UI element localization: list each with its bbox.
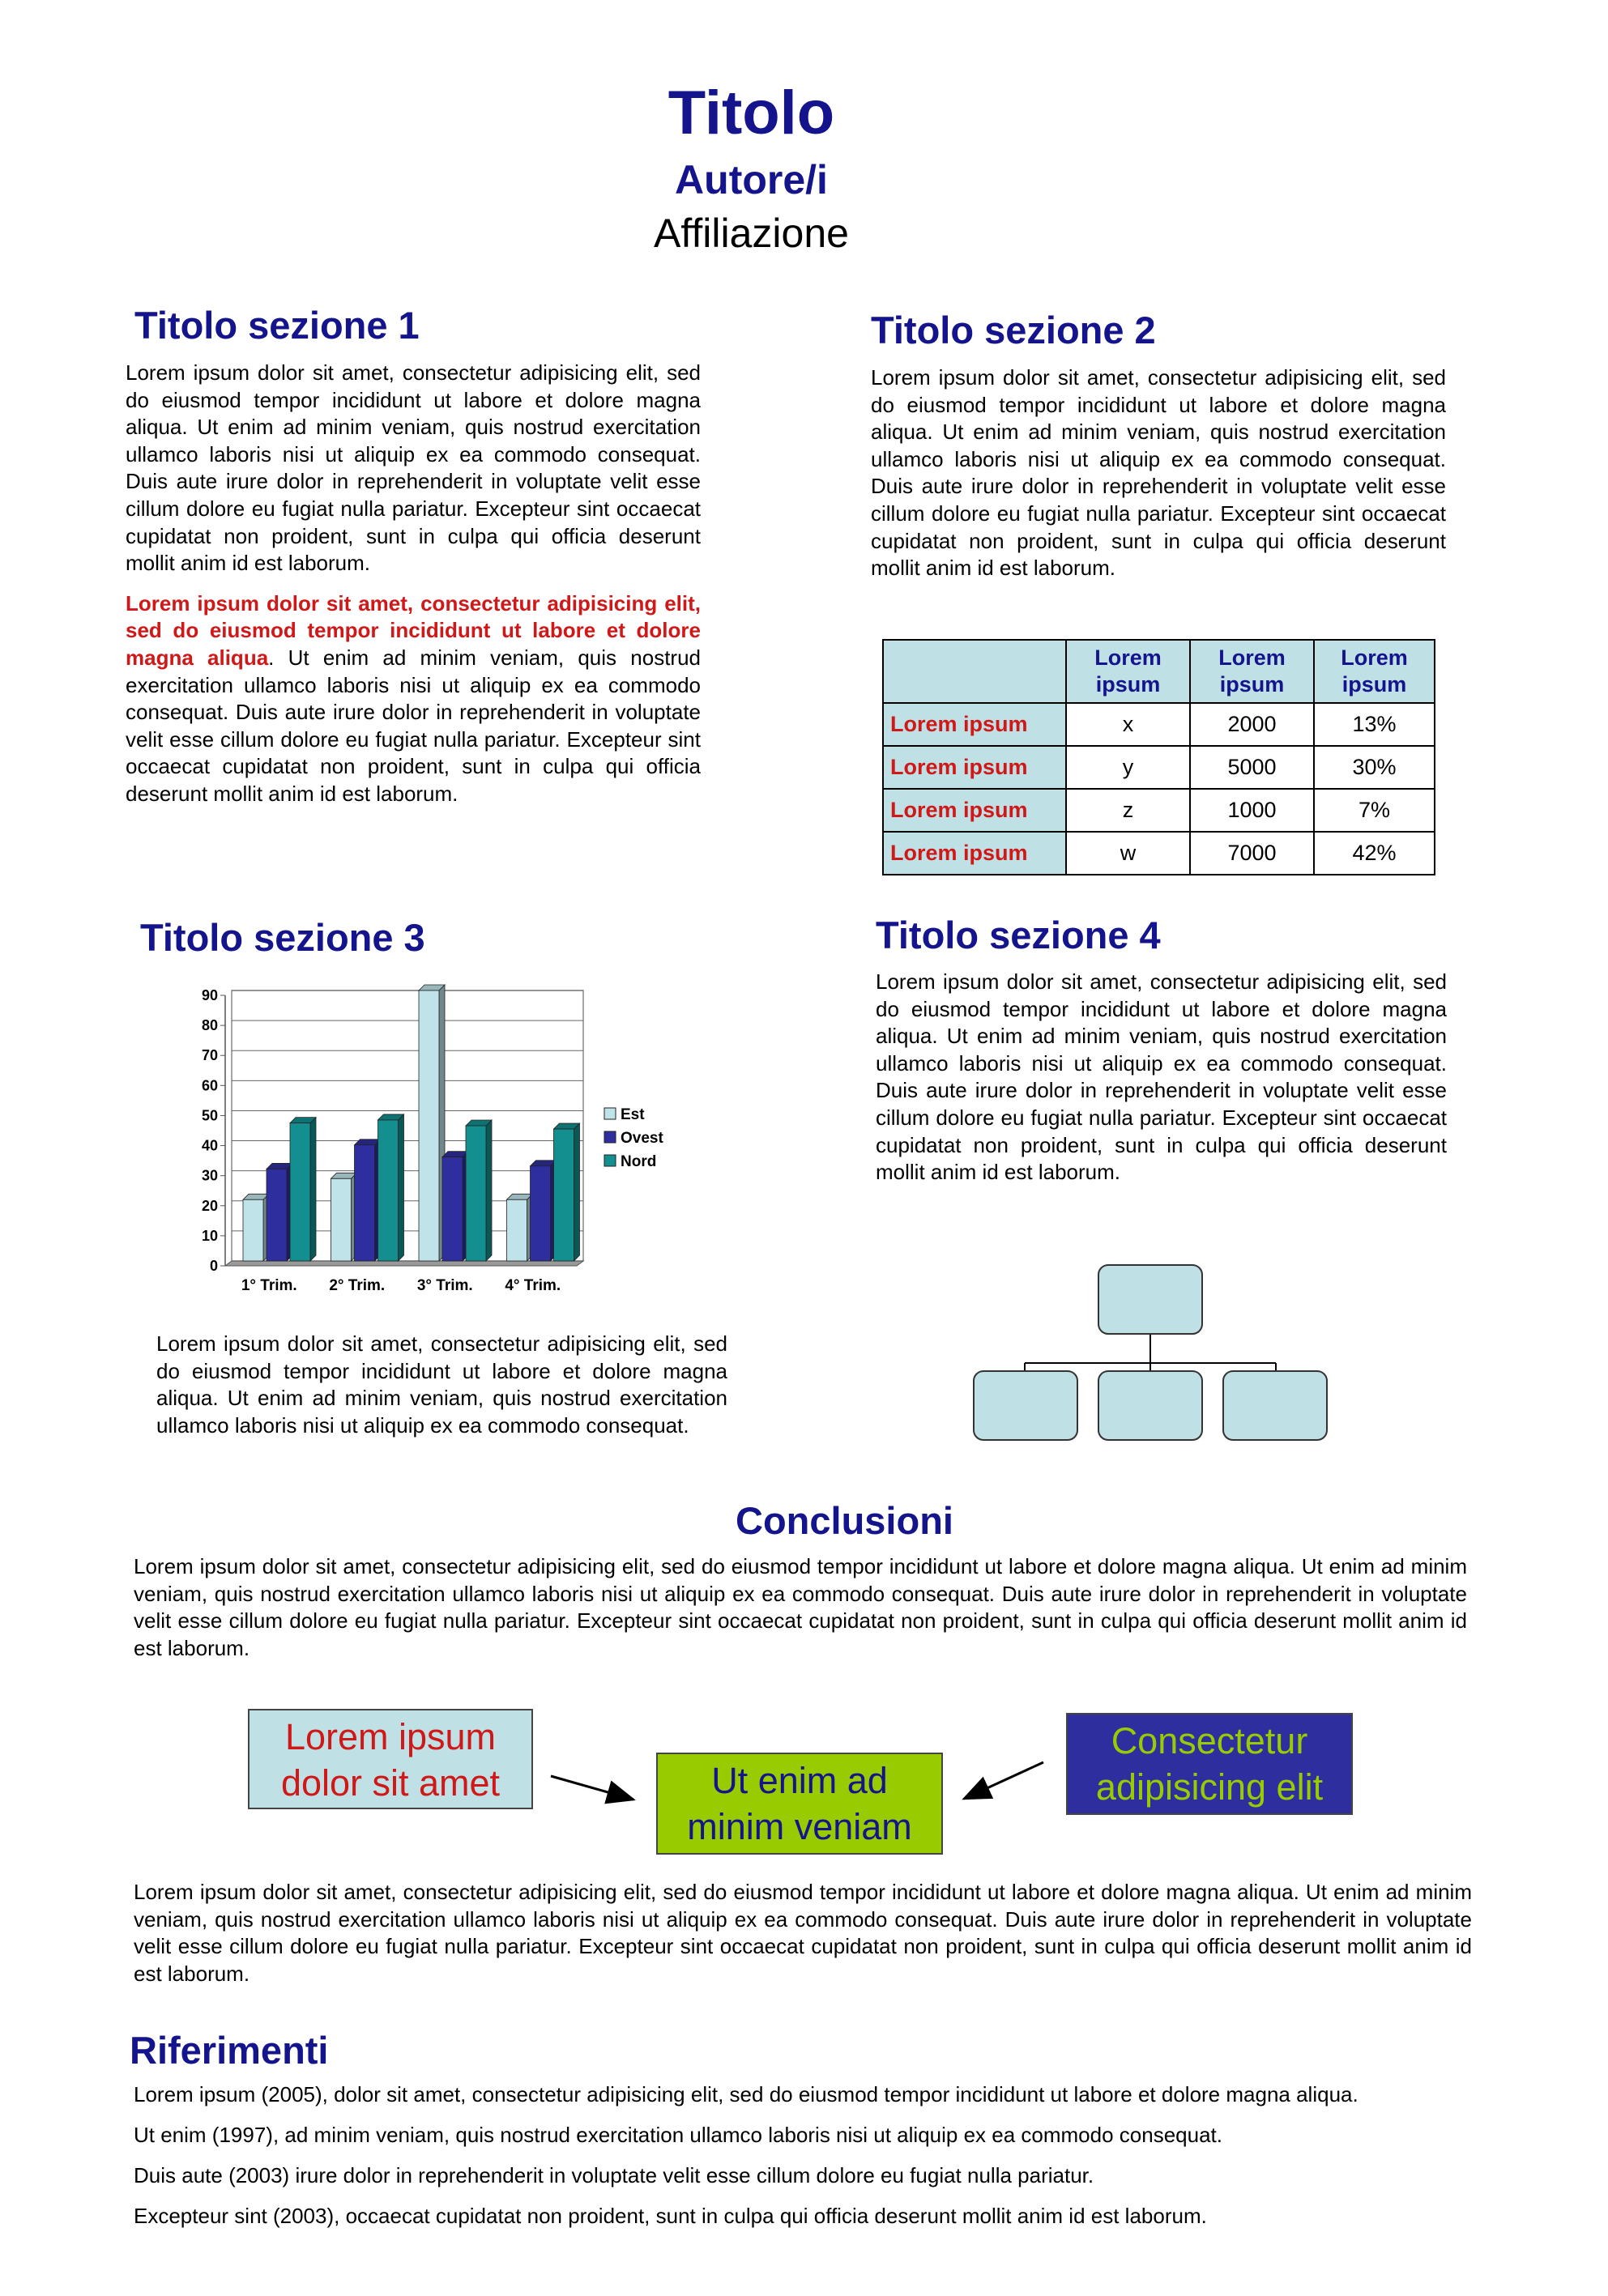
table-cell: 1000 (1190, 789, 1314, 832)
y-tick-label: 30 (201, 1167, 218, 1184)
y-tick-label: 10 (201, 1227, 218, 1244)
chart-x-ticks (241, 1277, 561, 1294)
bar-est-1 (243, 1194, 269, 1261)
conclusions-body-bottom (134, 1879, 1472, 2000)
y-tick-label: 80 (201, 1017, 218, 1034)
reference-item: Ut enim (1997), ad minim veniam, quis nostrud exercitation ullamco laboris nisi ut aliquip ex ea commodo consequat. (134, 2123, 1222, 2147)
section3-title: Titolo sezione 3 (140, 916, 425, 959)
conclusions-title: Conclusioni (736, 1499, 953, 1542)
section3-body (156, 1331, 727, 1452)
org-chart-child-node (1223, 1371, 1327, 1440)
table-cell: 7000 (1190, 832, 1314, 875)
arrow-left-to-center-icon (551, 1776, 633, 1800)
conclusions-body-top (134, 1553, 1467, 1675)
table-cell: 2000 (1190, 703, 1314, 746)
section2-title: Titolo sezione 2 (871, 309, 1156, 351)
y-tick-label: 90 (201, 987, 218, 1003)
flow-box-right-label: Consectetur adipisicing elit (1095, 1720, 1324, 1808)
x-tick-label: 1° Trim. (241, 1277, 297, 1294)
table-row-label: Lorem ipsum (883, 789, 1066, 832)
legend-label: Est (621, 1106, 645, 1123)
table-cell: 5000 (1190, 746, 1314, 789)
section2-table-wrapper (882, 639, 1435, 875)
legend-swatch (604, 1155, 616, 1166)
section1-highlight: Lorem ipsum dolor sit amet, consectetur adipisicing elit, sed do eiusmod tempor incididunt ut labore et dolore magna aliqua (126, 590, 701, 670)
table-cell: w (1066, 832, 1190, 875)
bar-ovest-4 (531, 1161, 557, 1261)
flow-box-right (1066, 1713, 1353, 1815)
table-cell: z (1066, 789, 1190, 832)
y-tick-label: 70 (201, 1047, 218, 1064)
table-row (883, 832, 1435, 875)
table-cell: 13% (1314, 703, 1435, 746)
conclusions-paragraph1: Lorem ipsum dolor sit amet, consectetur adipisicing elit, sed do eiusmod tempor incididunt ut labore et dolore magna aliqua. Ut enim ad minim veniam, quis nostrud exercitation ullamco laboris nisi ut aliquip ex ea commodo consequat. Duis aute irure dolor in reprehenderit in voluptate velit esse cillum dolore eu fugiat nulla pariatur. Excepteur sint occaecat cupidatat non proident, sunt in culpa qui officia deserunt mollit anim id est laborum. (134, 1554, 1467, 1660)
bar-est-4 (507, 1194, 533, 1261)
section4-title: Titolo sezione 4 (876, 914, 1161, 956)
table-row (883, 703, 1435, 746)
x-tick-label: 2° Trim. (329, 1277, 386, 1294)
data-table (882, 639, 1435, 875)
poster-authors: Autore/i (675, 157, 828, 202)
chart-bars (243, 985, 580, 1261)
table-row-label: Lorem ipsum (883, 703, 1066, 746)
y-tick-label: 0 (209, 1258, 218, 1274)
bar-ovest-3 (442, 1152, 468, 1261)
reference-item: Duis aute (2003) irure dolor in reprehenderit in voluptate velit esse cillum dolore eu fugiat nulla pariatur. (134, 2163, 1094, 2187)
table-cell: 42% (1314, 832, 1435, 875)
table-row (883, 789, 1435, 832)
bar-est-2 (331, 1173, 357, 1261)
bar-chart (186, 976, 689, 1300)
table-row-label: Lorem ipsum (883, 746, 1066, 789)
section1-paragraph2-rest: . Ut enim ad minim veniam, quis nostrud exercitation ullamco laboris nisi ut aliquip ex ea commodo consequat. Duis aute irure dolor in reprehenderit in voluptate velit esse cillum dolore eu fugiat nulla pariatur. Excepteur sint occaecat cupidatat non proident, sunt in culpa qui officia deserunt mollit anim id est laborum. (126, 645, 701, 806)
legend-label: Ovest (621, 1130, 663, 1147)
chart-y-ticks (202, 987, 218, 1274)
chart-legend (601, 1097, 663, 1172)
bar-nord-2 (378, 1114, 404, 1261)
org-chart-child-node (1098, 1371, 1202, 1440)
bar-ovest-1 (267, 1163, 292, 1261)
org-chart-root-node (1098, 1265, 1202, 1334)
section3-paragraph: Lorem ipsum dolor sit amet, consectetur adipisicing elit, sed do eiusmod tempor incididunt ut labore et dolore magna aliqua. Ut enim ad minim veniam, quis nostrud exercitation ullamco laboris nisi ut aliquip ex ea commodo consequat. (156, 1331, 727, 1438)
bar-nord-1 (290, 1118, 316, 1261)
flow-box-left (248, 1709, 533, 1809)
section4-paragraph: Lorem ipsum dolor sit amet, consectetur adipisicing elit, sed do eiusmod tempor incididunt ut labore et dolore magna aliqua. Ut enim ad minim veniam, quis nostrud exercitation ullamco laboris nisi ut aliquip ex ea commodo consequat. Duis aute irure dolor in reprehenderit in voluptate velit esse cillum dolore eu fugiat nulla pariatur. Excepteur sint occaecat cupidatat non proident, sunt in culpa qui officia deserunt mollit anim id est laborum. (876, 969, 1447, 1185)
poster-affiliation: Affiliazione (654, 211, 849, 256)
x-tick-label: 4° Trim. (505, 1277, 561, 1294)
table-header-row (883, 640, 1435, 703)
references-title: Riferimenti (130, 2029, 329, 2072)
table-header-cell: Lorem ipsum (1314, 640, 1435, 703)
table-cell: x (1066, 703, 1190, 746)
section1-paragraph1: Lorem ipsum dolor sit amet, consectetur adipisicing elit, sed do eiusmod tempor incididunt ut labore et dolore magna aliqua. Ut enim ad minim veniam, quis nostrud exercitation ullamco laboris nisi ut aliquip ex ea commodo consequat. Duis aute irure dolor in reprehenderit in voluptate velit esse cillum dolore eu fugiat nulla pariatur. Excepteur sint occaecat cupidatat non proident, sunt in culpa qui officia deserunt mollit anim id est laborum. (126, 360, 701, 576)
section2-body (871, 364, 1446, 595)
section4-body (876, 969, 1447, 1199)
poster-title: Titolo (668, 79, 835, 147)
org-chart-child-node (974, 1371, 1077, 1440)
table-corner-cell (883, 640, 1066, 703)
table-cell: y (1066, 746, 1190, 789)
legend-label: Nord (621, 1153, 657, 1170)
bar-ovest-2 (355, 1139, 381, 1261)
section1-paragraph2 (126, 590, 701, 808)
org-chart-diagram (968, 1259, 1333, 1450)
arrow-right-to-center-icon (964, 1762, 1043, 1799)
table-row (883, 746, 1435, 789)
table-header-cell: Lorem ipsum (1066, 640, 1190, 703)
section1-title: Titolo sezione 1 (134, 304, 420, 347)
flow-box-left-label: Lorem ipsum dolor sit amet (280, 1716, 501, 1804)
table-cell: 7% (1314, 789, 1435, 832)
bar-nord-3 (466, 1120, 492, 1261)
section2-paragraph: Lorem ipsum dolor sit amet, consectetur adipisicing elit, sed do eiusmod tempor incididunt ut labore et dolore magna aliqua. Ut enim ad minim veniam, quis nostrud exercitation ullamco laboris nisi ut aliquip ex ea commodo consequat. Duis aute irure dolor in reprehenderit in voluptate velit esse cillum dolore eu fugiat nulla pariatur. Excepteur sint occaecat cupidatat non proident, sunt in culpa qui officia deserunt mollit anim id est laborum. (871, 365, 1446, 581)
conclusions-paragraph2: Lorem ipsum dolor sit amet, consectetur adipisicing elit, sed do eiusmod tempor incididunt ut labore et dolore magna aliqua. Ut enim ad minim veniam, quis nostrud exercitation ullamco laboris nisi ut aliquip ex ea commodo consequat. Duis aute irure dolor in reprehenderit in voluptate velit esse cillum dolore eu fugiat nulla pariatur. Excepteur sint occaecat cupidatat non proident, sunt in culpa qui officia deserunt mollit anim id est laborum. (134, 1880, 1472, 1986)
y-tick-label: 60 (201, 1077, 218, 1094)
section1-body (126, 360, 701, 821)
table-header-cell: Lorem ipsum (1190, 640, 1314, 703)
legend-swatch (604, 1108, 616, 1119)
x-tick-label: 3° Trim. (416, 1277, 473, 1294)
table-cell: 30% (1314, 746, 1435, 789)
bar-est-3 (419, 985, 445, 1261)
y-tick-label: 50 (201, 1107, 218, 1124)
references-list (134, 2081, 1511, 2230)
reference-item: Excepteur sint (2003), occaecat cupidatat non proident, sunt in culpa qui officia deserunt mollit anim id est laborum. (134, 2204, 1207, 2228)
y-tick-label: 20 (201, 1197, 218, 1214)
flow-arrows (543, 1749, 1077, 1822)
org-chart-connectors (1025, 1334, 1276, 1371)
table-row-label: Lorem ipsum (883, 832, 1066, 875)
chart-floor (225, 1261, 583, 1266)
flow-box-center-label: Ut enim ad minim veniam (687, 1760, 912, 1847)
bar-nord-4 (554, 1123, 580, 1261)
legend-swatch (604, 1131, 616, 1143)
y-tick-label: 40 (201, 1137, 218, 1154)
reference-item: Lorem ipsum (2005), dolor sit amet, consectetur adipisicing elit, sed do eiusmod tempor incididunt ut labore et dolore magna aliqua. (134, 2082, 1358, 2106)
